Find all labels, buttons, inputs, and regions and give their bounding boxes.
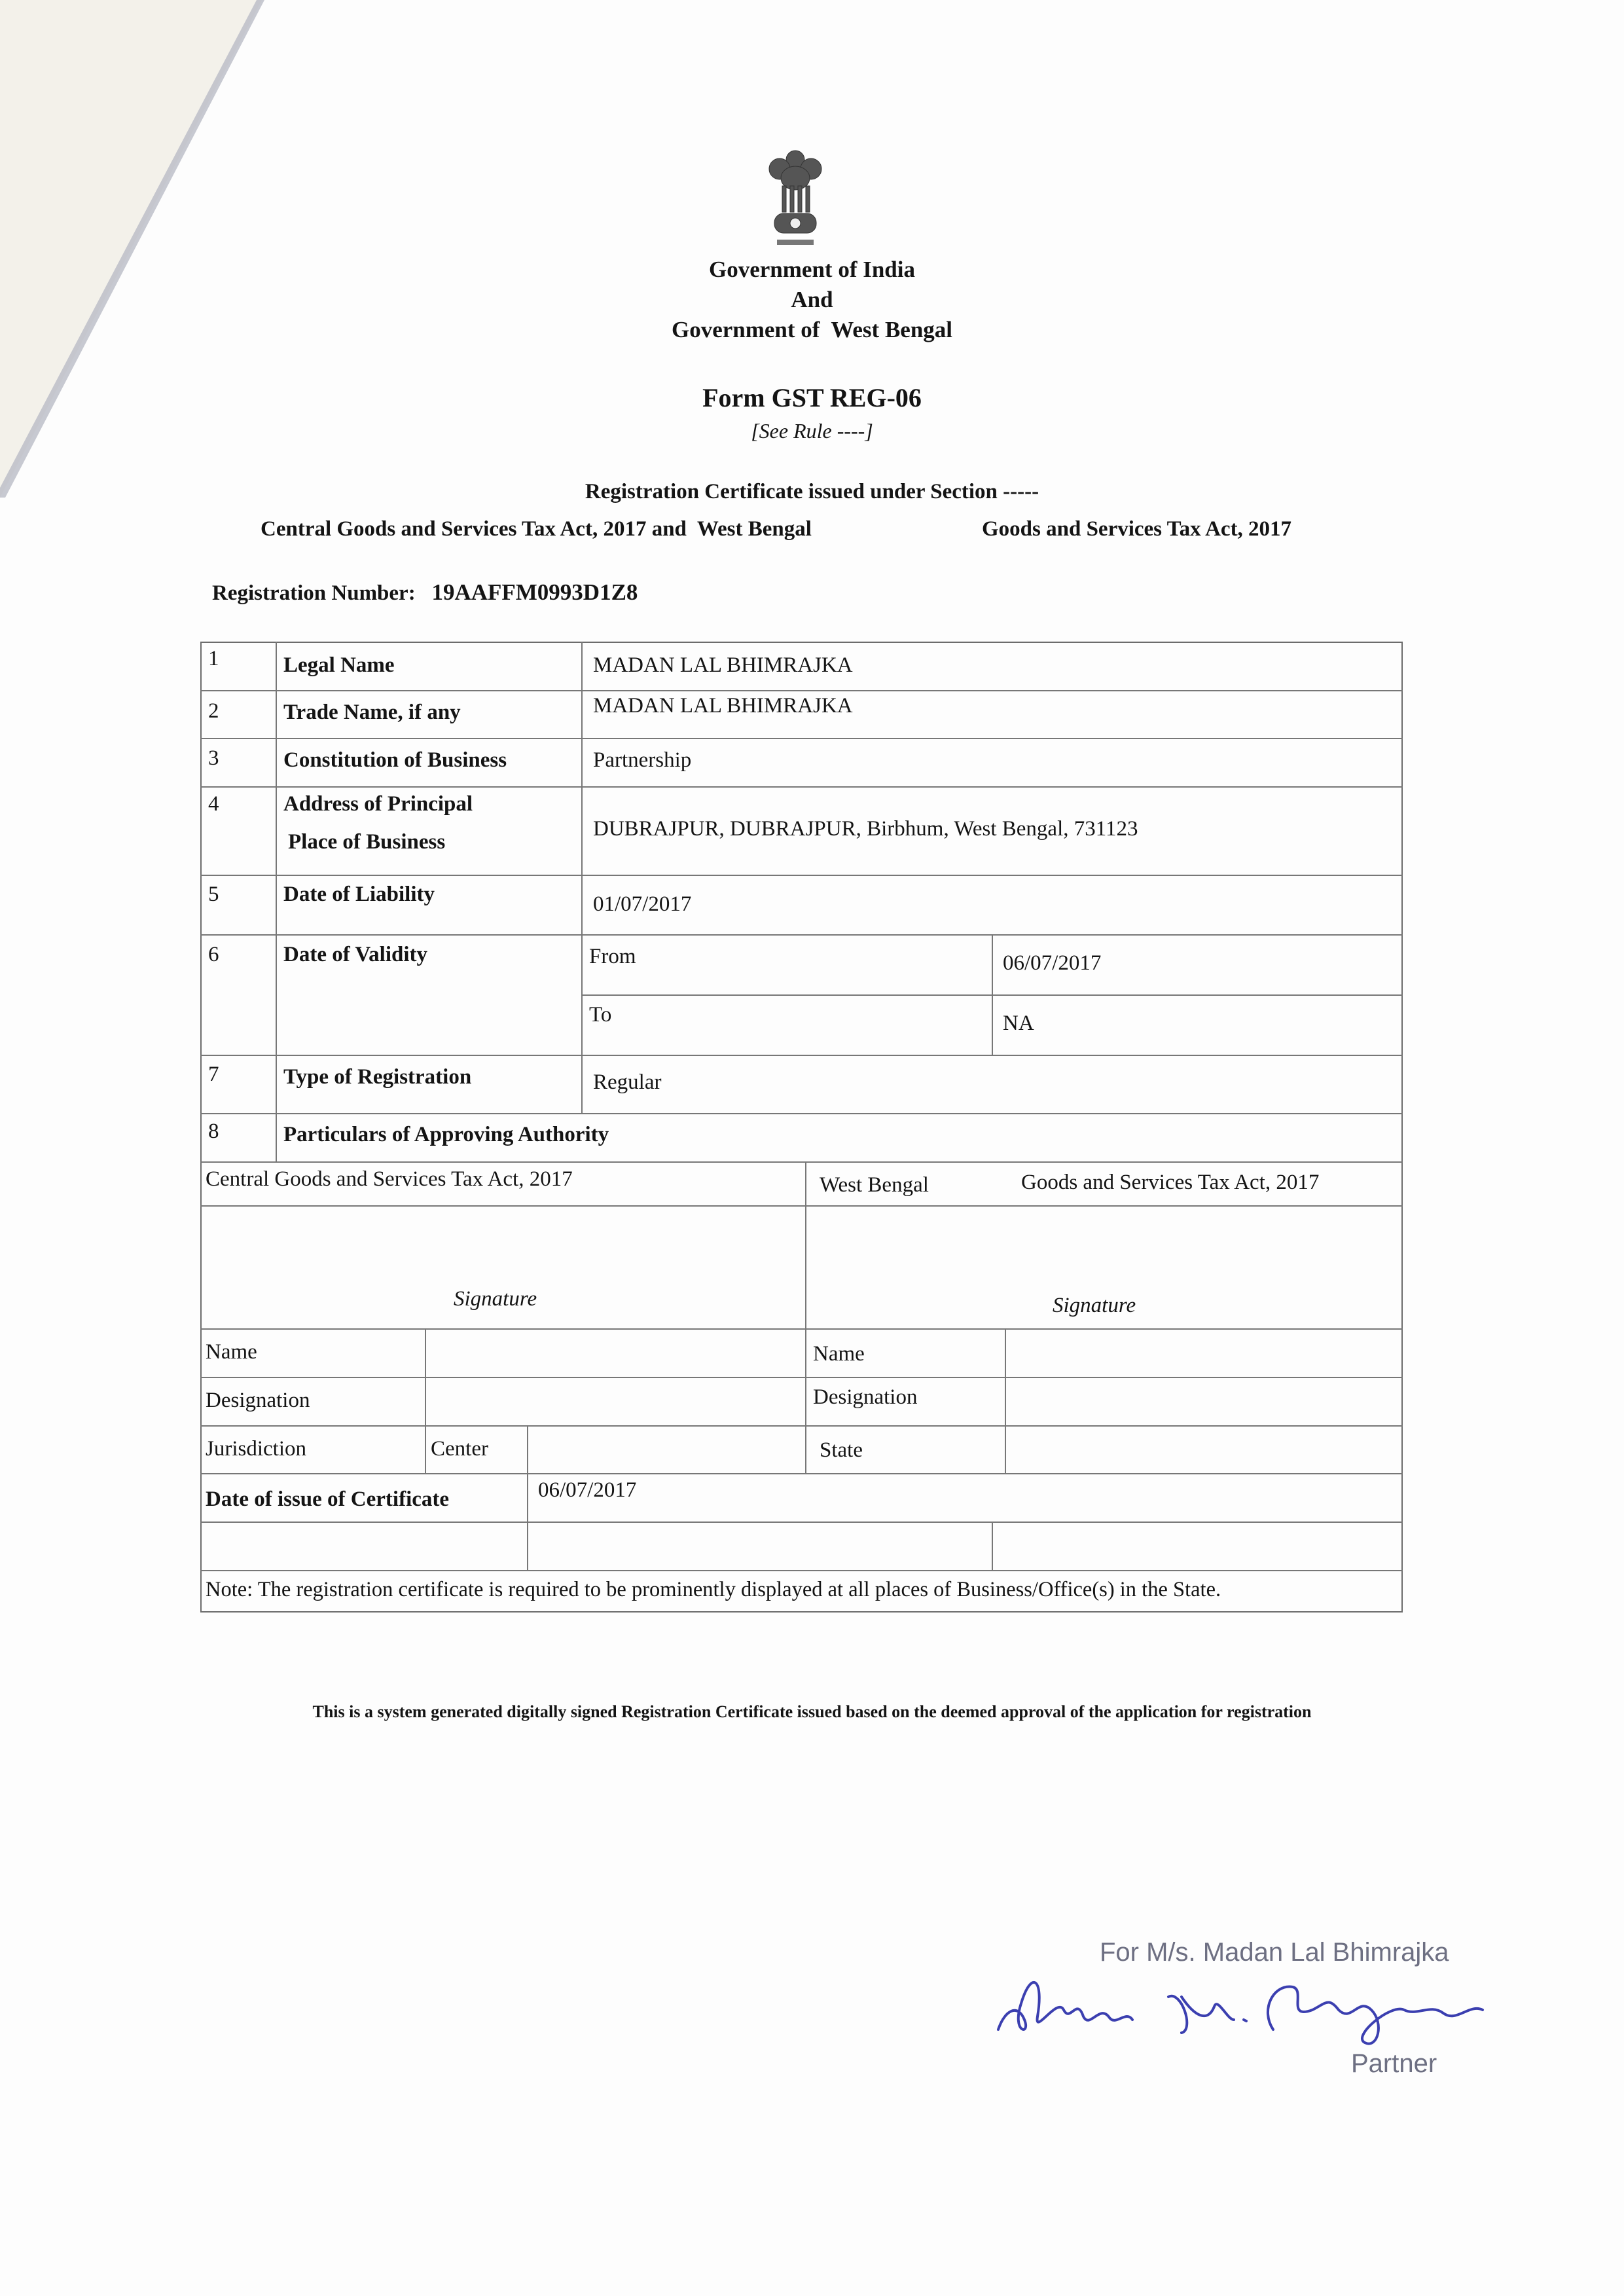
row-divider	[200, 786, 1403, 788]
legal-name-label: Legal Name	[283, 653, 395, 677]
jurisdiction-label: Jurisdiction	[206, 1437, 306, 1461]
row-divider	[200, 1113, 1403, 1114]
address-value: DUBRAJPUR, DUBRAJPUR, Birbhum, West Bengal, 731123	[593, 817, 1138, 841]
col-divider	[1005, 1328, 1006, 1473]
validity-to-label: To	[589, 1003, 612, 1027]
issue-date-label: Date of issue of Certificate	[206, 1487, 450, 1511]
row-divider	[200, 1161, 1403, 1163]
designation-left-label: Designation	[206, 1389, 310, 1412]
row-number: 1	[208, 647, 219, 670]
legal-name-value: MADAN LAL BHIMRAJKA	[593, 653, 853, 677]
liability-date-value: 01/07/2017	[593, 892, 692, 916]
row-divider	[200, 1570, 1403, 1571]
row-number: 5	[208, 883, 219, 906]
certificate-heading: Registration Certificate issued under Section -----	[585, 480, 1039, 503]
gov-of-label: Government of	[671, 317, 820, 342]
registration-number-label: Registration Number:	[212, 581, 416, 605]
national-emblem-icon	[763, 145, 828, 250]
registration-number: 19AAFFM0993D1Z8	[431, 579, 638, 605]
row-divider	[200, 1377, 1403, 1378]
registration-type-value: Regular	[593, 1070, 662, 1094]
act-line-right: Goods and Services Tax Act, 2017	[982, 517, 1292, 541]
col-divider	[425, 1328, 426, 1473]
trade-name-label: Trade Name, if any	[283, 701, 461, 724]
row-number: 3	[208, 746, 219, 770]
row-divider	[200, 934, 1403, 936]
address-label-line2: Place of Business	[288, 830, 446, 854]
state-name: West Bengal	[831, 317, 953, 342]
and-heading: And	[791, 287, 833, 312]
row-divider	[200, 1425, 1403, 1427]
name-right-label: Name	[813, 1342, 865, 1366]
col-divider	[805, 1161, 806, 1473]
col-divider	[527, 1425, 528, 1570]
gov-india-heading: Government of India	[709, 257, 915, 282]
act-line-state: West Bengal	[696, 517, 812, 541]
center-label: Center	[431, 1437, 488, 1461]
state-label: State	[820, 1438, 863, 1462]
row-divider	[200, 738, 1403, 739]
constitution-label: Constitution of Business	[283, 748, 507, 772]
central-act-label: Central Goods and Services Tax Act, 2017	[206, 1167, 573, 1191]
row-divider	[200, 1473, 1403, 1474]
row-number: 6	[208, 943, 219, 966]
row-divider	[200, 1205, 1403, 1207]
row-divider	[200, 690, 1403, 691]
liability-date-label: Date of Liability	[283, 883, 435, 906]
col-divider	[276, 642, 277, 1161]
authority-state-name: West Bengal	[820, 1173, 929, 1197]
row-number: 2	[208, 699, 219, 723]
signature-right-label: Signature	[1053, 1294, 1136, 1317]
act-line-left	[261, 517, 812, 541]
stamp-for-line: For M/s. Madan Lal Bhimrajka	[1100, 1938, 1449, 1967]
col-divider	[992, 934, 993, 1055]
row-divider	[200, 1055, 1403, 1056]
trade-name-value: MADAN LAL BHIMRAJKA	[593, 694, 853, 718]
address-label-line1: Address of Principal	[283, 792, 473, 816]
issue-date-value: 06/07/2017	[538, 1478, 637, 1502]
validity-to-value: NA	[1003, 1011, 1034, 1035]
gov-state-heading	[0, 317, 1624, 343]
col-divider	[581, 642, 583, 1113]
row-number: 7	[208, 1063, 219, 1086]
designation-right-label: Designation	[813, 1385, 918, 1409]
registration-type-label: Type of Registration	[283, 1065, 472, 1089]
constitution-value: Partnership	[593, 748, 692, 772]
stamp-role: Partner	[1351, 2049, 1437, 2078]
row-number: 8	[208, 1120, 219, 1143]
name-left-label: Name	[206, 1340, 257, 1364]
state-act-label: Goods and Services Tax Act, 2017	[1021, 1171, 1320, 1194]
row-divider	[200, 1328, 1403, 1330]
row-divider	[200, 1522, 1403, 1523]
validity-label: Date of Validity	[283, 943, 428, 966]
validity-from-label: From	[589, 945, 636, 968]
registration-number-row	[212, 579, 638, 606]
approving-authority-label: Particulars of Approving Authority	[283, 1123, 609, 1146]
handwritten-signature	[985, 1958, 1509, 2049]
signature-left-label: Signature	[454, 1287, 537, 1311]
system-generated-note: This is a system generated digitally signed Registration Certificate issued based on the deemed approval of the application for registration	[312, 1702, 1312, 1721]
act-line-central: Central Goods and Services Tax Act, 2017 and	[261, 517, 687, 541]
display-note: Note: The registration certificate is required to be prominently displayed at all places of Business/Office(s) in the State.	[206, 1578, 1221, 1601]
validity-from-value: 06/07/2017	[1003, 951, 1102, 975]
col-divider	[992, 1522, 993, 1570]
row-divider	[200, 875, 1403, 876]
row-number: 4	[208, 792, 219, 816]
see-rule: [See Rule ----]	[751, 419, 873, 443]
form-title: Form GST REG-06	[702, 383, 922, 412]
